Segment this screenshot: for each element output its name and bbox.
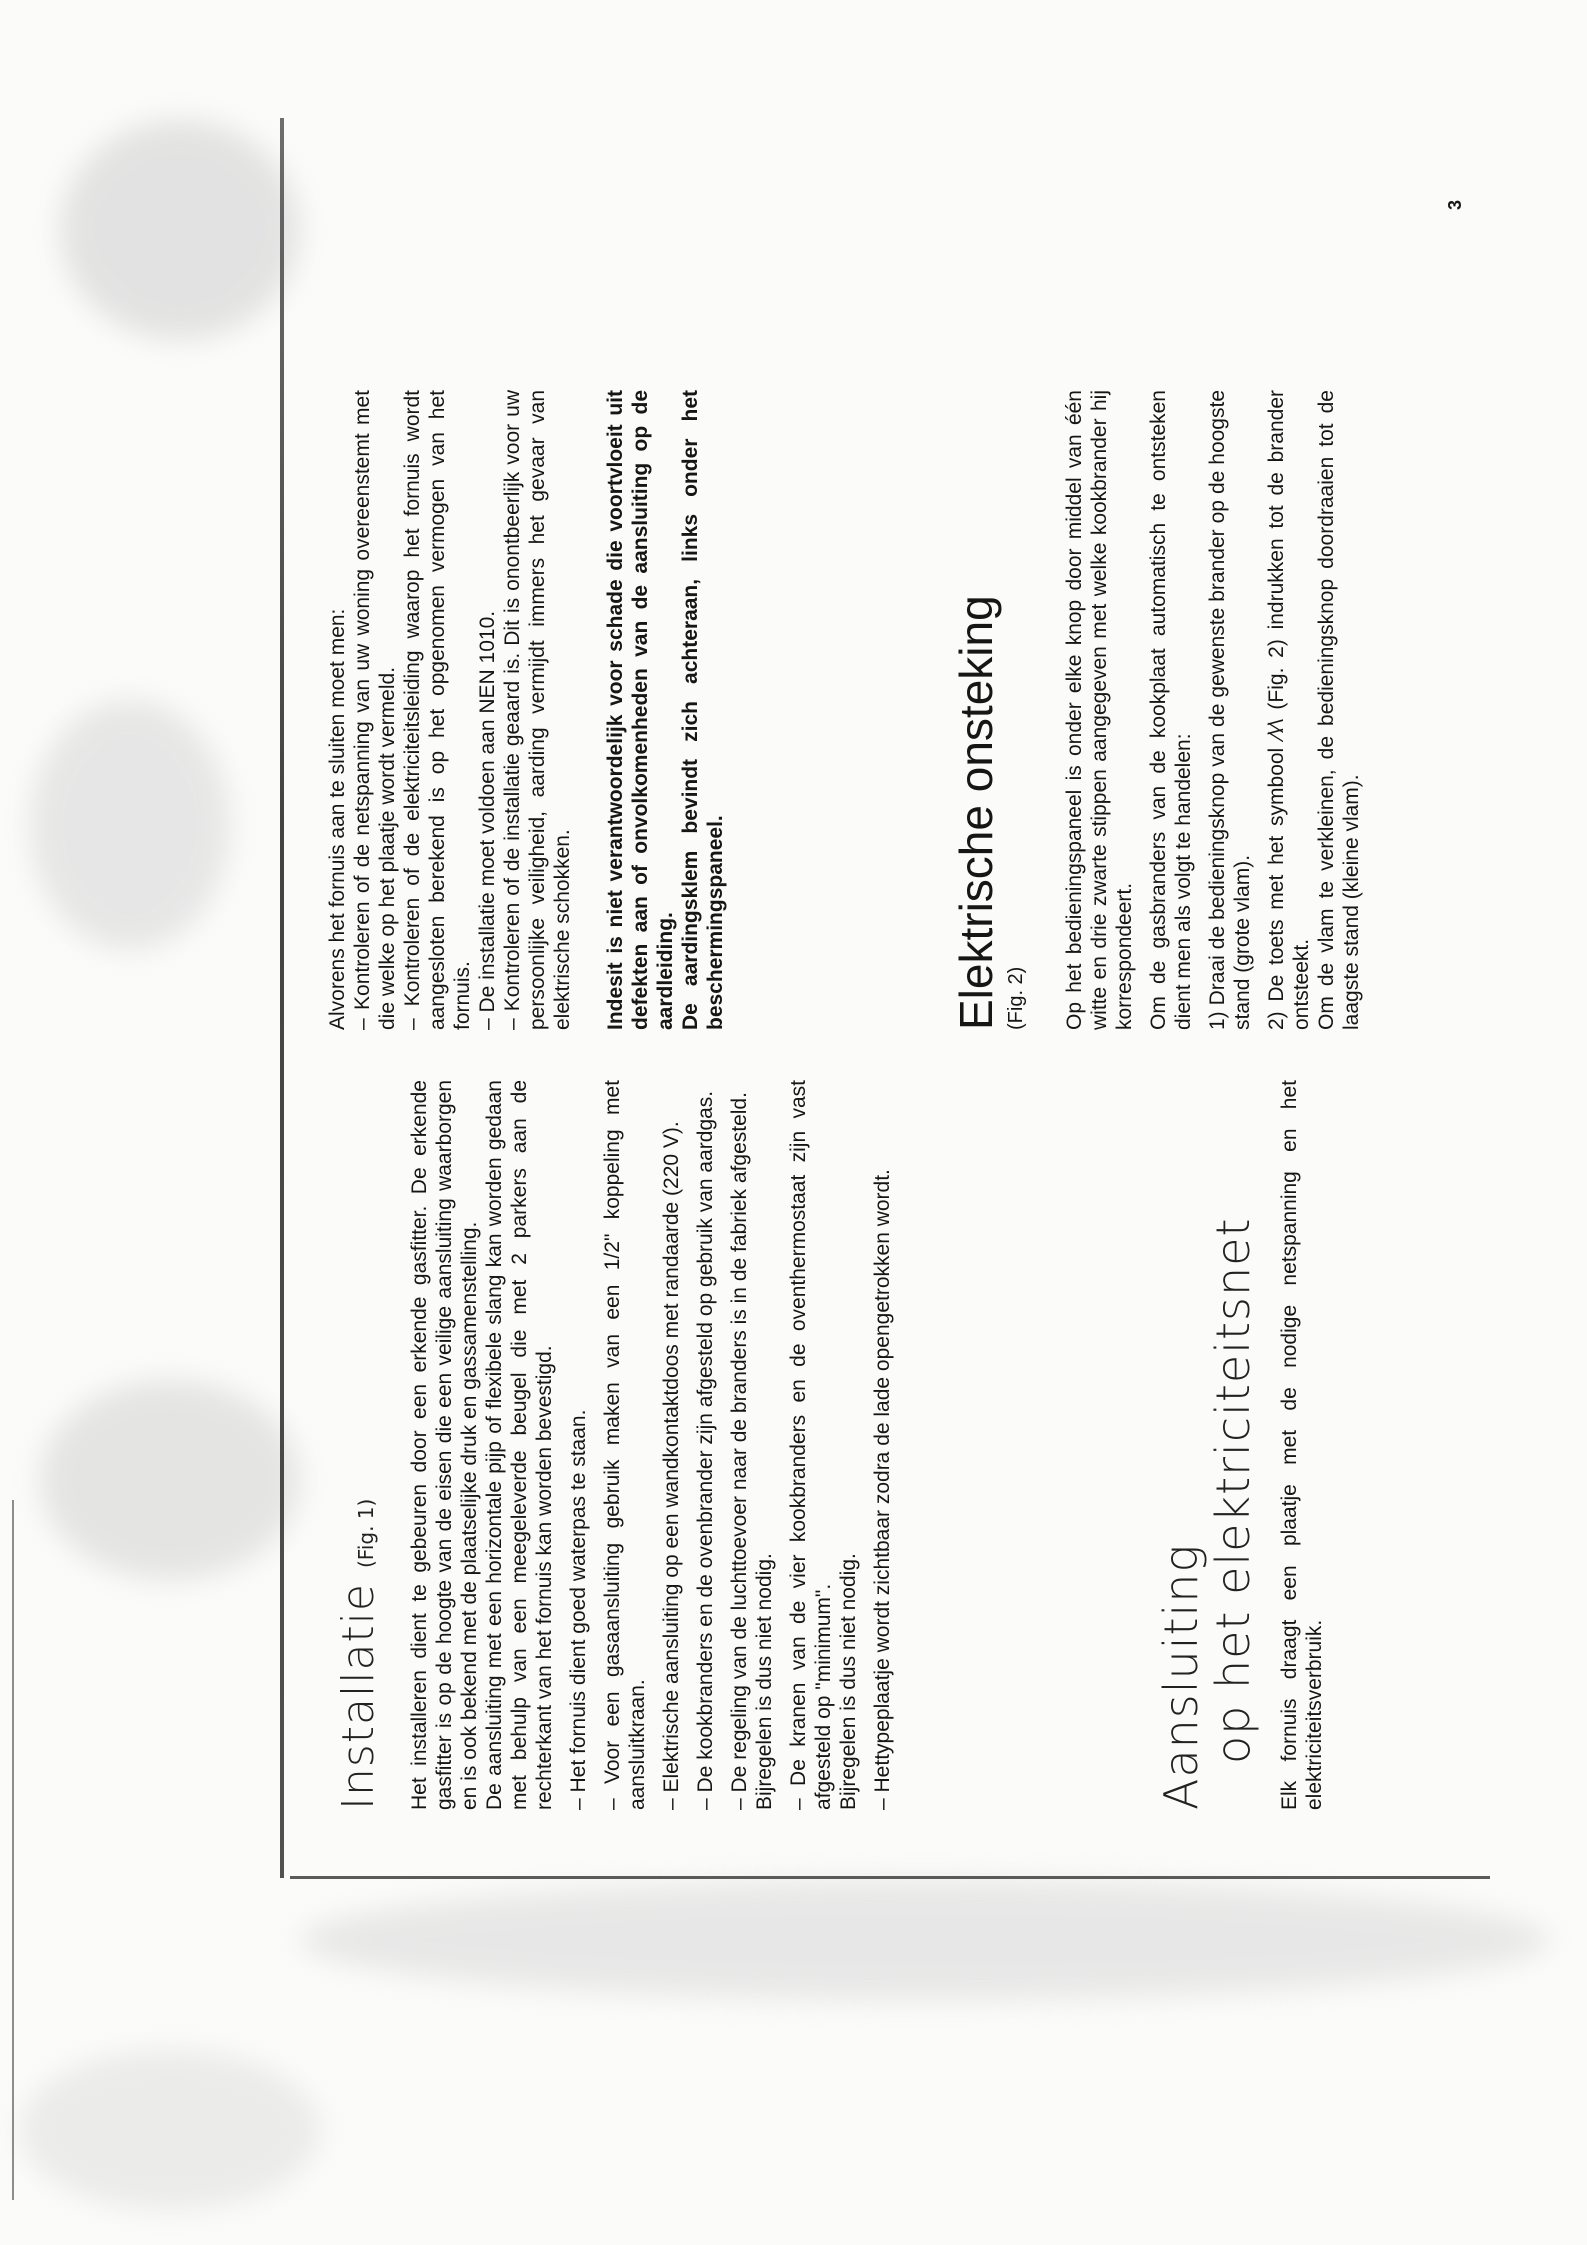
scan-speckle — [60, 120, 300, 340]
installatie-bullet: – Elektrische aansluiting op een wandkontaktdoos met randaarde (220 V). — [660, 1121, 683, 1810]
installatie-note: Bijregelen is dus niet nodig. — [837, 1553, 860, 1810]
onsteking-paragraph: Om de gasbranders van de kookplaat automatisch te ontsteken dient men als volgt te handelen: — [1147, 390, 1195, 1030]
manual-page — [325, 120, 1500, 1810]
aansluiting-heading — [1155, 1080, 1259, 1810]
column-elektrische-onsteking — [950, 390, 1364, 1030]
voorwaarden-intro: Alvorens het fornuis aan te sluiten moet men: — [326, 608, 349, 1030]
onsteking-paragraph: Op het bedieningspaneel is onder elke knop door middel van één witte en drie zwarte stippen aangegeven met welke kookbrander hij korrespondeert. — [1063, 390, 1136, 1030]
onsteking-step: 1) Draai de bedieningsknop van de gewenste brander op de hoogste stand (grote vlam). — [1206, 390, 1254, 1030]
aansluiting-title-line1: Aansluiting — [1154, 1543, 1208, 1810]
onsteking-paragraph: Om de vlam te verkleinen, de bedieningsknop doordraaien tot de laagste stand (kleine vlam). — [1315, 390, 1363, 1030]
elektrische-onsteking-fig-ref: (Fig. 2) — [1005, 966, 1027, 1030]
voorwaarden-bullet: – Kontroleren of de elektriciteitsleiding waarop het fornuis wordt aangesloten berekend is op het opgenomen vermogen van het fornuis. — [401, 390, 474, 1030]
installatie-bullet: – De kookbranders en de ovenbrander zijn afgesteld op gebruik van aardgas. — [694, 1090, 717, 1810]
aardingsklem-note: De aardingsklem bevindt zich achteraan, links onder het beschermingspaneel. — [679, 390, 727, 1030]
aansluiting-paragraph: Elk fornuis draagt een plaatje met de nodige netspanning en het elektriciteitsverbruik. — [1278, 1080, 1326, 1810]
page-edge-left — [280, 118, 284, 1878]
installatie-fig-ref: (Fig. 1) — [354, 1498, 378, 1569]
installatie-heading — [335, 1080, 407, 1810]
installatie-bullet: – Het fornuis dient goed waterpas te staan. — [567, 1409, 590, 1810]
column-installatie — [325, 1080, 1326, 1810]
installatie-paragraph: De aansluiting met een horizontale pijp of flexibele slang kan worden gedaan met behulp van een meegeleverde beugel die met 2 parkers aan de rechterkant van het fornuis kan worden bevestigd. — [483, 1080, 556, 1810]
scan-fold-line — [12, 1500, 14, 2200]
installatie-note: Bijregelen is dus niet nodig. — [753, 1553, 776, 1810]
scan-speckle — [30, 700, 230, 950]
aarding-warning: Indesit is niet verantwoordelijk voor schade die voortvloeit uit defekten aan of onvolkomenheden van de aansluiting op de aardleiding. — [604, 390, 677, 1030]
page-number: 3 — [1445, 199, 1465, 210]
installatie-bullet: – De regeling van de luchttoevoer naar de branders is in de fabriek afgesteld. — [728, 1092, 751, 1810]
column-voorwaarden — [325, 390, 728, 1030]
aansluiting-section — [1155, 1080, 1327, 1810]
aansluiting-title-line2: op het elektriciteitsnet — [1206, 1217, 1260, 1764]
voorwaarden-bullet: – De installatie moet voldoen aan NEN 1010. — [476, 610, 499, 1030]
voorwaarden-bullet: – Kontroleren of de netspanning van uw woning overeenstemt met die welke op het plaatje wordt vermeld. — [351, 390, 399, 1030]
elektrische-onsteking-title: Elektrische onsteking — [950, 595, 1002, 1030]
installatie-paragraph: Het installeren dient te gebeuren door een erkende gasfitter. De erkende gasfitter is op de hoogte van de eisen die een veilige aansluiting waarborgen en is ook bekend met de plaatselijke druk en gassamenstelling. — [408, 1080, 481, 1810]
installatie-title: Installatie — [333, 1583, 384, 1810]
scan-speckle — [40, 1380, 300, 1580]
scan-speckle — [20, 2050, 320, 2210]
page-edge-bottom — [290, 1876, 1490, 1879]
installatie-bullet: – Hettypeplaatje wordt zichtbaar zodra de lade opengetrokken wordt. — [871, 1169, 894, 1810]
scan-speckle — [300, 1880, 1550, 2000]
onsteking-step: 2) De toets met het symbool ⁄\⁄\ (Fig. 2) indrukken tot de brander ontsteekt. — [1265, 390, 1313, 1030]
installatie-bullet: – De kranen van de vier kookbranders en de oventhermostaat zijn vast afgesteld op "minimum". — [787, 1080, 835, 1810]
voorwaarden-bullet: – Kontroleren of de installatie geaard is. Dit is onontbeerlijk voor uw persoonlijke veiligheid, aarding vermijdt immers het gevaar van elektrische schokken. — [501, 390, 574, 1030]
installatie-bullet: – Voor een gasaansluiting gebruik maken van een 1/2" koppeling met aansluitkraan. — [601, 1080, 649, 1810]
